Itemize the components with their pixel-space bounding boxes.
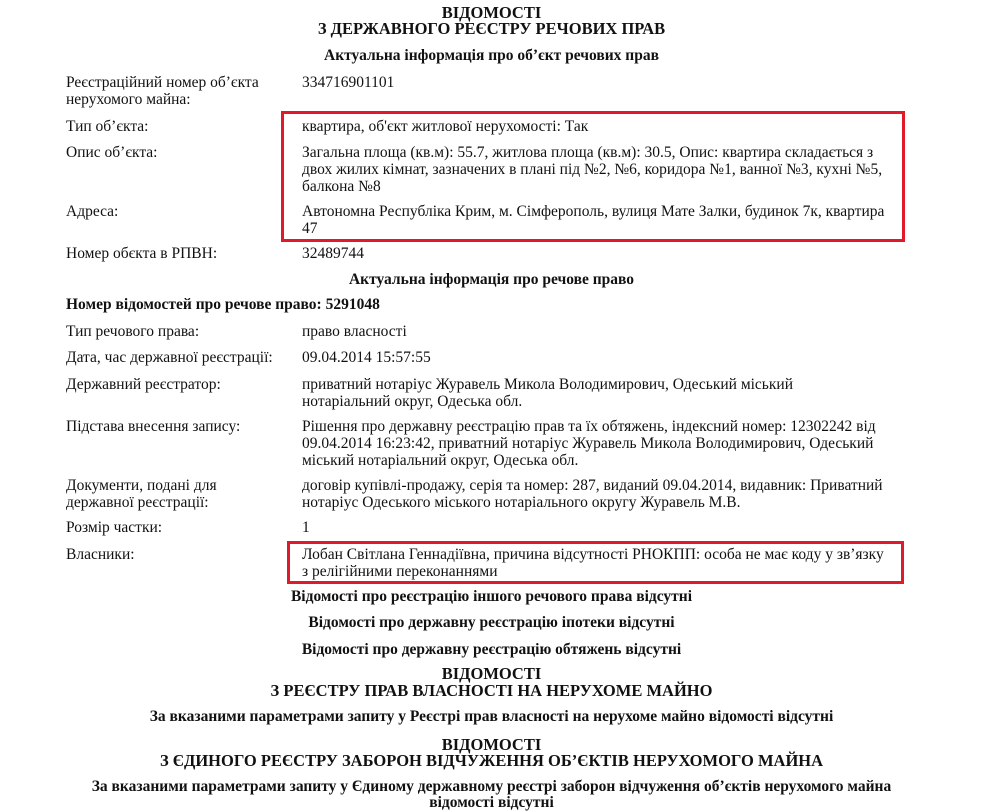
right-section-heading: Актуальна інформація про речове право	[348, 271, 635, 288]
encumbrance-absent: Відомості про державну реєстрацію обтяжень відсутні	[301, 641, 682, 658]
prohibition-registry-title-line2: З ЄДИНОГО РЕЄСТРУ ЗАБОРОН ВІДЧУЖЕННЯ ОБ’ЄКТІВ НЕРУХОМОГО МАЙНА	[159, 751, 824, 770]
object-highlight-box	[281, 111, 905, 242]
right-type-value: право власності	[302, 323, 407, 340]
address-label: Адреса:	[66, 203, 119, 220]
prohibition-registry-title-line1: ВІДОМОСТІ	[441, 735, 542, 754]
basis-value: Рішення про державну реєстрацію прав та їх обтяжень, індексний номер: 12302242 від 09.04.2014 16:23:42, приватний нотаріус Журавель Микола Володимирович, Одеський міський нотаріальний округ, Одеська обл.	[302, 418, 876, 469]
registrar-label: Державний реєстратор:	[66, 376, 221, 393]
doc-title-line1: ВІДОМОСТІ	[441, 3, 542, 22]
object-desc-value: Загальна площа (кв.м): 55.7, житлова площа (кв.м): 30.5, Опис: квартира складається з двох жилих кімнат, зазначених в плані під №2, №6, коридора №1, ванної №3, кухні №5, балкона №8	[302, 144, 883, 195]
address-value: Автономна Республіка Крим, м. Сімферополь, вулиця Мате Залки, будинок 7к, квартира 47	[302, 203, 885, 237]
mortgage-absent: Відомості про державну реєстрацію іпотеки відсутні	[308, 614, 675, 631]
reg-number-label: Реєстраційний номер об’єкта нерухомого майна:	[66, 74, 259, 108]
documents-value: договір купівлі-продажу, серія та номер: 287, виданий 09.04.2014, видавник: Приватний нотаріус Одеського міського нотаріального округу Журавель М.В.	[302, 477, 883, 511]
right-type-label: Тип речового права:	[66, 323, 200, 340]
rpvn-number-value: 32489744	[302, 245, 364, 262]
prohibition-registry-note-line2: відомості відсутні	[429, 794, 554, 811]
object-desc-label: Опис об’єкта:	[66, 144, 158, 161]
object-type-label: Тип об’єкта:	[66, 118, 149, 135]
reg-number-value: 334716901101	[302, 74, 395, 91]
documents-label: Документи, подані для державної реєстрації:	[66, 477, 217, 511]
reg-date-value: 09.04.2014 15:57:55	[302, 349, 431, 366]
owners-value: Лобан Світлана Геннадіївна, причина відсутності РНОКПП: особа не має коду у зв’язку з релігійними переконаннями	[302, 546, 884, 580]
object-type-value: квартира, об'єкт житлової нерухомості: Так	[302, 118, 589, 135]
basis-label: Підстава внесення запису:	[66, 418, 241, 435]
share-size-value: 1	[302, 519, 310, 536]
ownership-registry-note: За вказаними параметрами запиту у Реєстрі прав власності на нерухоме майно відомості відсутні	[149, 708, 834, 725]
share-size-label: Розмір частки:	[66, 519, 163, 536]
other-right-absent: Відомості про реєстрацію іншого речового права відсутні	[290, 588, 693, 605]
right-number-label: Номер відомостей про речове право: 5291048	[66, 296, 380, 313]
registrar-value: приватний нотаріус Журавель Микола Володимирович, Одеський міський нотаріальний округ, Одеська обл.	[302, 376, 793, 410]
ownership-registry-title-line1: ВІДОМОСТІ	[441, 664, 542, 683]
ownership-registry-title-line2: З РЕЄСТРУ ПРАВ ВЛАСНОСТІ НА НЕРУХОМЕ МАЙНО	[270, 681, 713, 700]
prohibition-registry-note-line1: За вказаними параметрами запиту у Єдиному державному реєстрі заборон відчуження об’єктів нерухомого майна	[91, 778, 892, 795]
object-section-heading: Актуальна інформація про об’єкт речових прав	[324, 47, 659, 64]
owners-label: Власники:	[66, 546, 135, 563]
owners-highlight-box	[287, 541, 904, 584]
reg-date-label: Дата, час державної реєстрації:	[66, 349, 273, 366]
doc-title-line2: З ДЕРЖАВНОГО РЕЄСТРУ РЕЧОВИХ ПРАВ	[317, 19, 666, 38]
rpvn-number-label: Номер обєкта в РПВН:	[66, 245, 218, 262]
